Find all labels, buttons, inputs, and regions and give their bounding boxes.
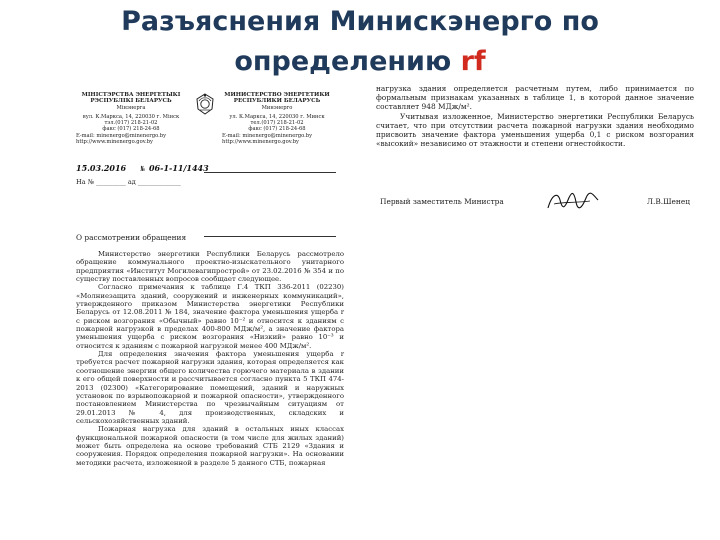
- letterhead-web-ru: http://www.minenergo.gov.by: [222, 138, 299, 145]
- letterhead-belarusian: [76, 92, 186, 145]
- letterhead-address-be: вул. К.Маркса, 14, 220030 г. Мінск: [82, 114, 180, 121]
- handwritten-signature: [544, 188, 600, 214]
- number-sign: №: [140, 165, 145, 173]
- letterhead-org-ru: МИНИСТЕРСТВО ЭНЕРГЕТИКИ РЕСПУБЛИКИ БЕЛАРУСЬ: [224, 92, 330, 105]
- letterhead-short-ru: Минэнерго: [261, 104, 293, 111]
- addressee-rule-1: [204, 172, 336, 173]
- letterhead-email-ru: E-mail: minenergo@minenergo.by: [222, 132, 313, 139]
- body-paragraph: Согласно примечания к таблице Г.4 ТКП 336-2011 (02230) «Молниезащита зданий, сооружений и инженерных коммуникаций», утвержденного приказом Министерства энергетики Республики Беларусь от 12.08.2011 № 184, значение фактора уменьшения ущерба r с риском возгорания «Обычный» равно 10⁻² и относится к зданиям с пожарной нагрузкой в пределах 400-800 МДж/м², а значение фактора уменьшения ущерба с риском возгорания «Низкий» равно 10⁻³ и относится к зданиям с пожарной нагрузкой менее 400 МДж/м².: [76, 283, 344, 350]
- continuation-paragraph: нагрузка здания определяется расчетным путем, либо принимается по формальным признакам указанных в таблице 1, в которой данное значение составляет 948 МДж/м².: [376, 84, 694, 112]
- letterhead-org-be: МІНІСТЭРСТВА ЭНЕРГЕТЫКІ РЭСПУБЛІКІ БЕЛАРУСЬ: [81, 92, 181, 105]
- letterhead-fax-ru: факс (017) 218-24-68: [248, 126, 306, 133]
- letter-subject: О рассмотрении обращения: [76, 233, 187, 242]
- slide-title-line-1: Разъяснения Минискэнерго по: [121, 6, 599, 37]
- letterhead-short-be: Мінэнерга: [116, 104, 146, 111]
- letterhead-fax-be: факс (017) 218-24-68: [102, 126, 160, 133]
- registration-line: [76, 164, 209, 173]
- slide-title-accent: rf: [460, 46, 486, 77]
- letter-page-2: [376, 84, 694, 224]
- body-paragraph: Пожарная нагрузка для зданий в остальных иных классах функциональной пожарной опасности (в том числе для жилых зданий) может быть определена на основе требований СТБ 2129 «Здания и сооружения. Порядок определения пожарной нагрузки». На основании методики расчета, изложенной в разделе 5 данного СТБ, пожарная: [76, 425, 344, 467]
- slide-title-line-2: [0, 46, 720, 77]
- signer-position: Первый заместитель Министра: [380, 197, 504, 206]
- state-emblem-icon: [194, 92, 216, 116]
- letterhead-phone-be: тэл.(017) 218-21-02: [104, 120, 158, 127]
- body-paragraph: Министерство энергетики Республики Беларусь рассмотрело обращение коммунального проектно-изыскательного унитарного предприятия «Институт Могилевагипрострой» от 23.02.2016 № 354 и по существу поставленных вопросов сообщает следующее.: [76, 250, 344, 284]
- letterhead-russian: [222, 92, 332, 145]
- reference-line: На № _________ ад _____________: [76, 178, 181, 186]
- letter-date: 15.03.2016: [76, 163, 127, 173]
- letter-continuation: [376, 84, 694, 148]
- letter-number: 06-1-11/1443: [148, 163, 209, 173]
- letterhead-phone-ru: тел.(017) 218-21-02: [250, 120, 304, 127]
- slide-title-main: определению: [234, 46, 461, 77]
- signer-name: Л.В.Шенец: [646, 197, 690, 206]
- letterhead-web-be: http://www.minenergo.gov.by: [76, 138, 153, 145]
- body-paragraph: Для определения значения фактора уменьшения ущерба r требуется расчет пожарной нагрузки здания, которая определяется как соотношение энергии общего количества горючего материала в здании к его общей поверхности и рассчитывается согласно пункта 5 ТКП 474-2013 (02300) «Категорирование помещений, зданий и наружных установок по взрывопожарной и пожарной опасности», утвержденного постановлением Министерства по чрезвычайным ситуациям от 29.01.2013 № 4, для производственных, складских и сельскохозяйственных зданий.: [76, 350, 344, 425]
- addressee-rule-2: [204, 236, 336, 237]
- letter-page-1: [76, 88, 346, 540]
- letterhead-address-ru: ул. К.Маркса, 14, 220030 г. Минск: [229, 114, 325, 121]
- letter-body: [76, 250, 344, 467]
- continuation-paragraph: Учитывая изложенное, Министерство энергетики Республики Беларусь считает, что при отсутствии расчета пожарной нагрузки здания необходимо присвоить значение фактора уменьшения ущерба 0,1 с риском возгорания «высокий» независимо от этажности и степени огнестойкости.: [376, 111, 694, 149]
- letterhead-email-be: E-mail: minenergo@minenergo.by: [76, 132, 167, 139]
